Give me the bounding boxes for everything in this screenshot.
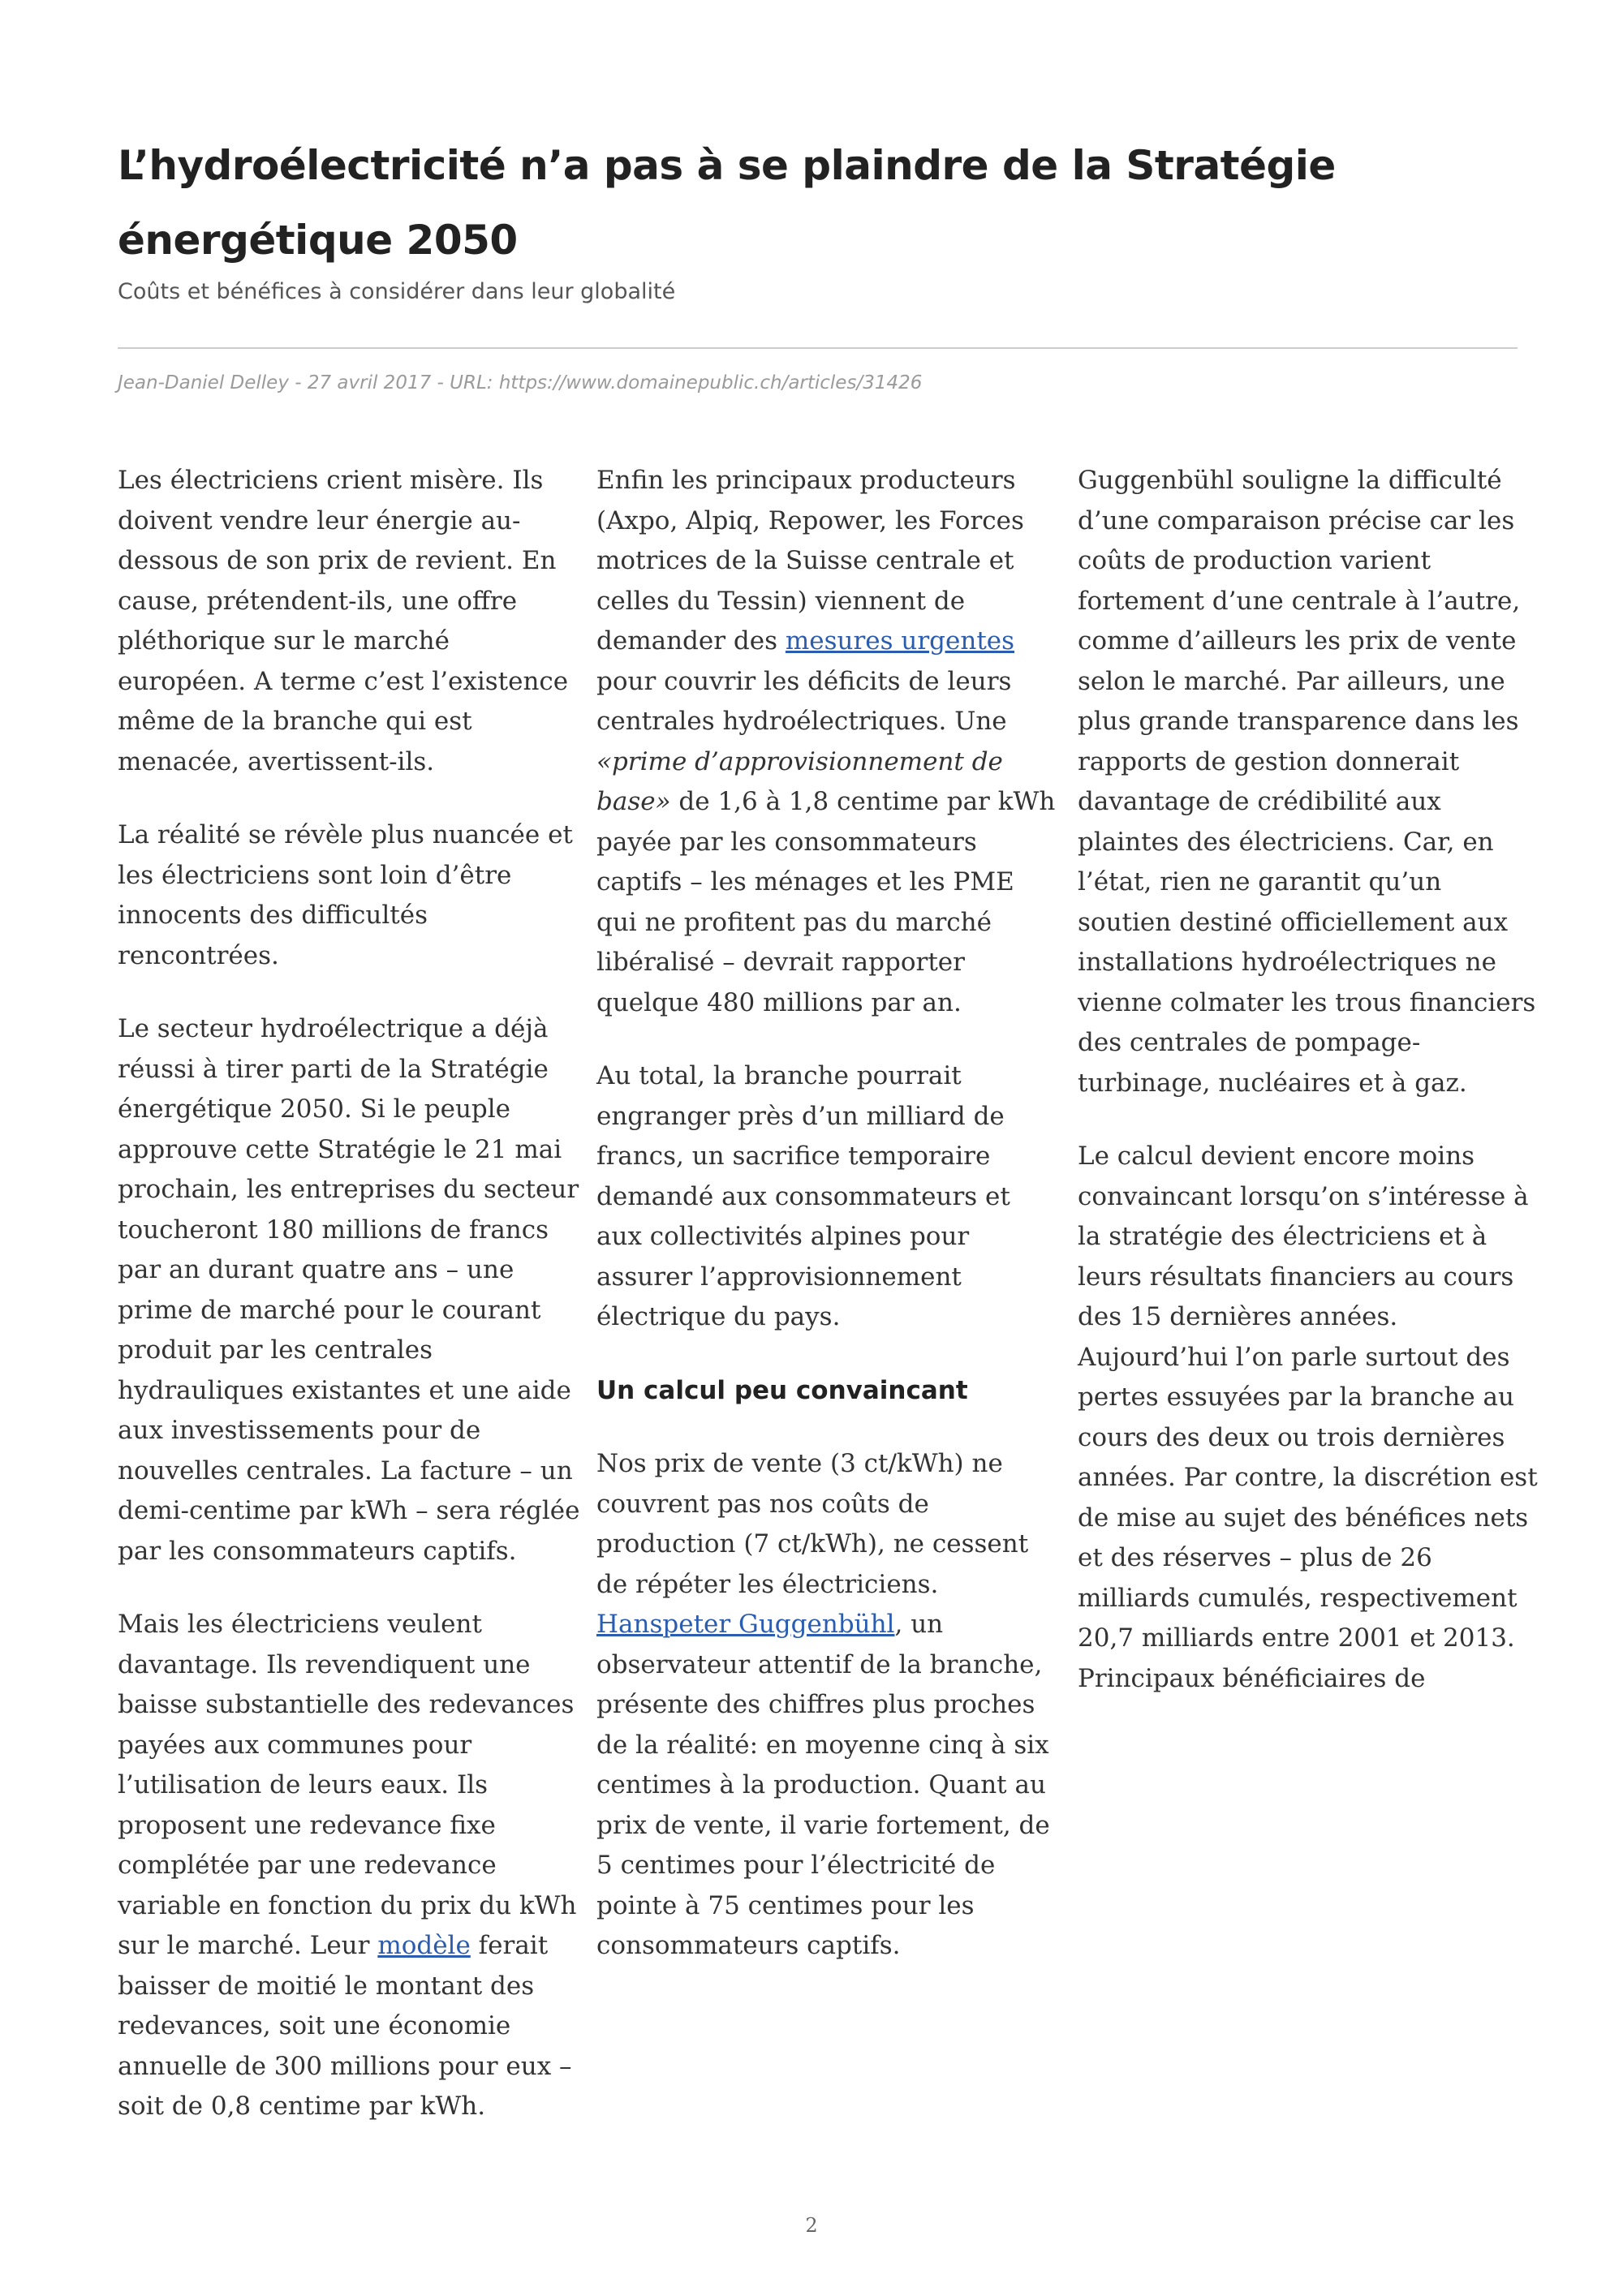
guggenbuhl-link[interactable]: Hanspeter Guggenbühl bbox=[596, 1610, 895, 1639]
paragraph bbox=[118, 1605, 580, 2127]
article-subtitle: Coûts et bénéfices à considérer dans leur globalité bbox=[118, 279, 676, 304]
text-column-1 bbox=[118, 461, 580, 2161]
paragraph-text: Mais les électriciens veulent davantage. Ils revendiquent une baisse substantielle des redevances payées aux communes pour l’utilisation de leurs eaux. Ils proposent une redevance fixe complétée par une redevance variable en fonction du prix du kWh sur le marché. Leur bbox=[118, 1610, 577, 1960]
paragraph: La réalité se révèle plus nuancée et les électriciens sont loin d’être innocents des difficultés rencontrées. bbox=[118, 820, 573, 970]
paragraph-text: , un observateur attentif de la branche, présente des chiffres plus proches de la réalité: en moyenne cinq à six centimes à la production. Quant au prix de vente, il varie fortement, de 5 centimes pour l’électricité de pointe à 75 centimes pour les consommateurs captifs. bbox=[596, 1610, 1050, 1960]
section-heading: Un calcul peu convaincant bbox=[596, 1375, 968, 1405]
paragraph-text: pour couvrir les déficits de leurs centrales hydroélectriques. Une bbox=[596, 666, 1012, 736]
mesures-urgentes-link[interactable]: mesures urgentes bbox=[785, 626, 1015, 656]
paragraph: Guggenbühl souligne la difficulté d’une comparaison précise car les coûts de production varient fortement d’une centrale à l’autre, comme d’ailleurs les prix de vente selon le marché. Par ailleurs, une plus grande transparence dans les rapports de gestion donnerait davantage de crédibilité aux plaintes des électriciens. Car, en l’état, rien ne garantit qu’un soutien destiné officiellement aux installations hydroélectriques ne vienne colmater les trous financiers des centrales de pompage-turbinage, nucléaires et à gaz. bbox=[1078, 466, 1536, 1098]
paragraph: Le secteur hydroélectrique a déjà réussi à tirer parti de la Stratégie énergétique 2050. Si le peuple approuve cette Stratégie le 21 mai prochain, les entreprises du secteur toucheront 180 millions de francs par an durant quatre ans – une prime de marché pour le courant produit par les centrales hydrauliques existantes et une aide aux investissements pour de nouvelles centrales. La facture – un demi-centime par kWh – sera réglée par les consommateurs captifs. bbox=[118, 1014, 580, 1566]
text-column-2 bbox=[596, 461, 1059, 2000]
paragraph-text: ferait baisser de moitié le montant des redevances, soit une économie annuelle de 300 millions pour eux – soit de 0,8 centime par kWh. bbox=[118, 1931, 572, 2121]
text-column-3 bbox=[1078, 461, 1540, 1732]
paragraph-text: de 1,6 à 1,8 centime par kWh payée par les consommateurs captifs – les ménages et les PME qui ne profitent pas du marché libéralisé – devrait rapporter quelque 480 millions par an. bbox=[596, 787, 1056, 1017]
header-divider bbox=[118, 347, 1518, 349]
modele-link[interactable]: modèle bbox=[377, 1931, 471, 1960]
paragraph-text: Nos prix de vente (3 ct/kWh) ne couvrent pas nos coûts de production (7 ct/kWh), ne cessent de répéter les électriciens. bbox=[596, 1449, 1029, 1599]
paragraph bbox=[596, 461, 1059, 1023]
paragraph: Au total, la branche pourrait engranger près d’un milliard de francs, un sacrifice temporaire demandé aux consommateurs et aux collectivités alpines pour assurer l’approvisionnement électrique du pays. bbox=[596, 1061, 1010, 1331]
page-number: 2 bbox=[805, 2214, 818, 2237]
quoted-term: «prime d’approvisionnement de base» bbox=[596, 746, 1003, 816]
article-byline: Jean-Daniel Delley - 27 avril 2017 - URL: https://www.domainepublic.ch/articles/31426 bbox=[118, 372, 923, 393]
paragraph-text: Enfin les principaux producteurs (Axpo, Alpiq, Repower, les Forces motrices de la Suisse centrale et celles du Tessin) viennent de demander des bbox=[596, 466, 1024, 656]
paragraph: Le calcul devient encore moins convaincant lorsqu’on s’intéresse à la stratégie des électriciens et à leurs résultats financiers au cours des 15 dernières années. Aujourd’hui l’on parle surtout des pertes essuyées par la branche au cours des deux ou trois dernières années. Par contre, la discrétion est de mise au sujet des bénéfices nets et des réserves – plus de 26 milliards cumulés, respectivement 20,7 milliards entre 2001 et 2013. Principaux bénéficiaires de bbox=[1078, 1142, 1538, 1693]
paragraph: Les électriciens crient misère. Ils doivent vendre leur énergie au-dessous de son prix de revient. En cause, prétendent-ils, une offre pléthorique sur le marché européen. A terme c’est l’existence même de la branche qui est menacée, avertissent-ils. bbox=[118, 466, 569, 776]
article-title: L’hydroélectricité n’a pas à se plaindre de la Stratégie énergétique 2050 bbox=[118, 142, 1336, 264]
paragraph bbox=[596, 1444, 1059, 1967]
